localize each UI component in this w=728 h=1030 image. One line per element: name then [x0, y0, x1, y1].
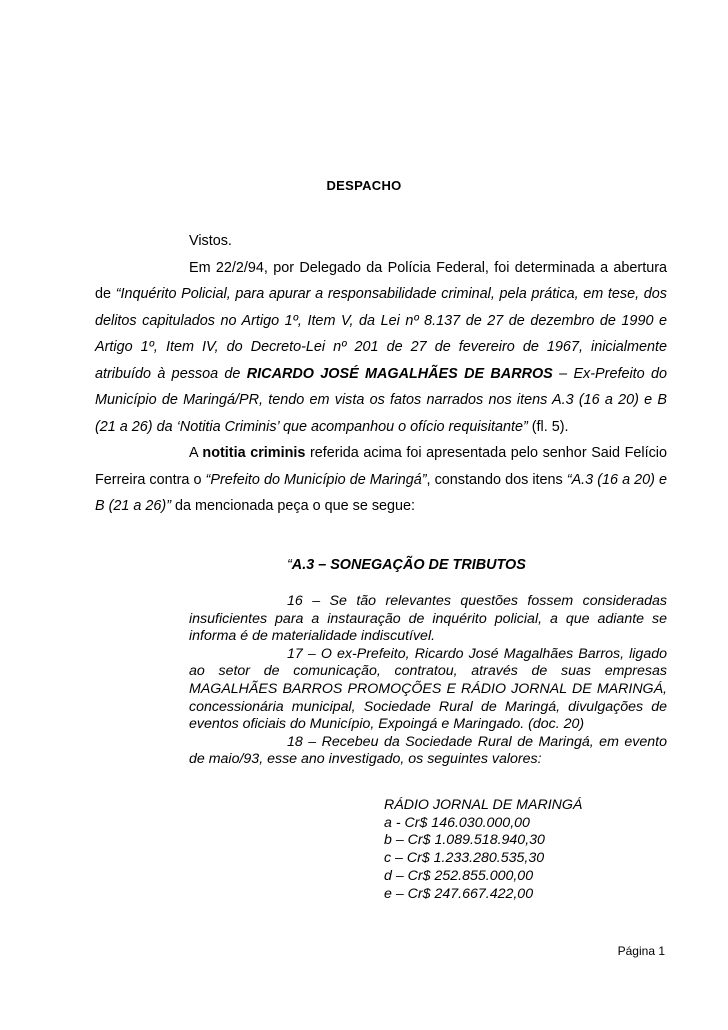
value-row: c – Cr$ 1.233.280.535,30: [384, 850, 545, 867]
quote-heading-text: A.3 – SONEGAÇÃO DE TRIBUTOS: [291, 557, 526, 573]
quote-item-18: 18 – Recebeu da Sociedade Rural de Maringá, em evento de maio/93, esse ano investigado, os seguintes valores:: [189, 733, 667, 768]
quote-item-17: 17 – O ex-Prefeito, Ricardo José Magalhães Barros, ligado ao setor de comunicação, contratou, através de suas empresas MAGALHÃES BARROS PROMOÇÕES E RÁDIO JORNAL DE MARINGÁ, concessionária municipal, Sociedade Rural de Maringá, divulgações de eventos oficiais do Município, Expoingá e Maringado. (doc. 20): [189, 645, 667, 733]
italic-quote-cont: – Ex-Prefeito do Município de Maringá/PR, tendo em vista os fatos narrados nos itens A.3 (16 a 20) e B (21 a 26) da ‘Notitia Criminis’ que acompanhou o ofício requisitante”: [95, 365, 667, 435]
italic-quote: “Prefeito do Município de Maringá”: [205, 471, 427, 488]
text-span: referida acima foi apresentada pelo senhor Said Felício Ferreira contra o: [95, 445, 668, 488]
text-span: (fl. 5).: [527, 418, 569, 435]
italic-quote: “A.3 (16 a 20) e B (21 a 26)”: [95, 471, 668, 514]
accused-name: RICARDO JOSÉ MAGALHÃES DE BARROS: [246, 365, 553, 382]
values-list: [384, 797, 582, 903]
values-heading: RÁDIO JORNAL DE MARINGÁ: [384, 797, 583, 813]
page-number: Página 1: [617, 944, 665, 958]
text-span: da mencionada peça o que se segue:: [171, 498, 416, 514]
value-row: e – Cr$ 247.667.422,00: [384, 885, 534, 902]
paragraph-notitia: [95, 440, 667, 520]
body-text: [95, 228, 667, 520]
paragraph-vistos: Vistos.: [189, 233, 232, 249]
value-row: a - Cr$ 146.030.000,00: [384, 814, 530, 831]
value-row: d – Cr$ 252.855.000,00: [384, 867, 534, 884]
text-span: Em 22/2/94, por Delegado da Polícia Federal, foi determinada a abertura de: [95, 259, 667, 302]
paragraph-inquerito: [95, 255, 667, 441]
text-span: A: [189, 445, 203, 461]
text-span: , constando dos itens: [426, 471, 567, 488]
quote-heading: [287, 557, 526, 573]
quoted-excerpt: [189, 593, 667, 769]
quote-item-16: 16 – Se tão relevantes questões fossem consideradas insuficientes para a instauração de inquérito policial, a que adiante se informa é de materialidade indiscutível.: [189, 593, 667, 645]
italic-quote: “Inquérito Policial, para apurar a responsabilidade criminal, pela prática, em tese, dos delitos capitulados no Artigo 1º, Item V, da Lei nº 8.137 de 27 de dezembro de 1990 e Artigo 1º, Item IV, do Decreto-Lei nº 201 de 27 de fevereiro de 1967, inicialmente atribuído à pessoa de: [95, 286, 667, 382]
value-row: b – Cr$ 1.089.518.940,30: [384, 832, 545, 849]
document-title: DESPACHO: [326, 178, 402, 193]
open-quote-mark: “: [287, 557, 292, 573]
notitia-criminis-term: notitia criminis: [202, 445, 306, 461]
